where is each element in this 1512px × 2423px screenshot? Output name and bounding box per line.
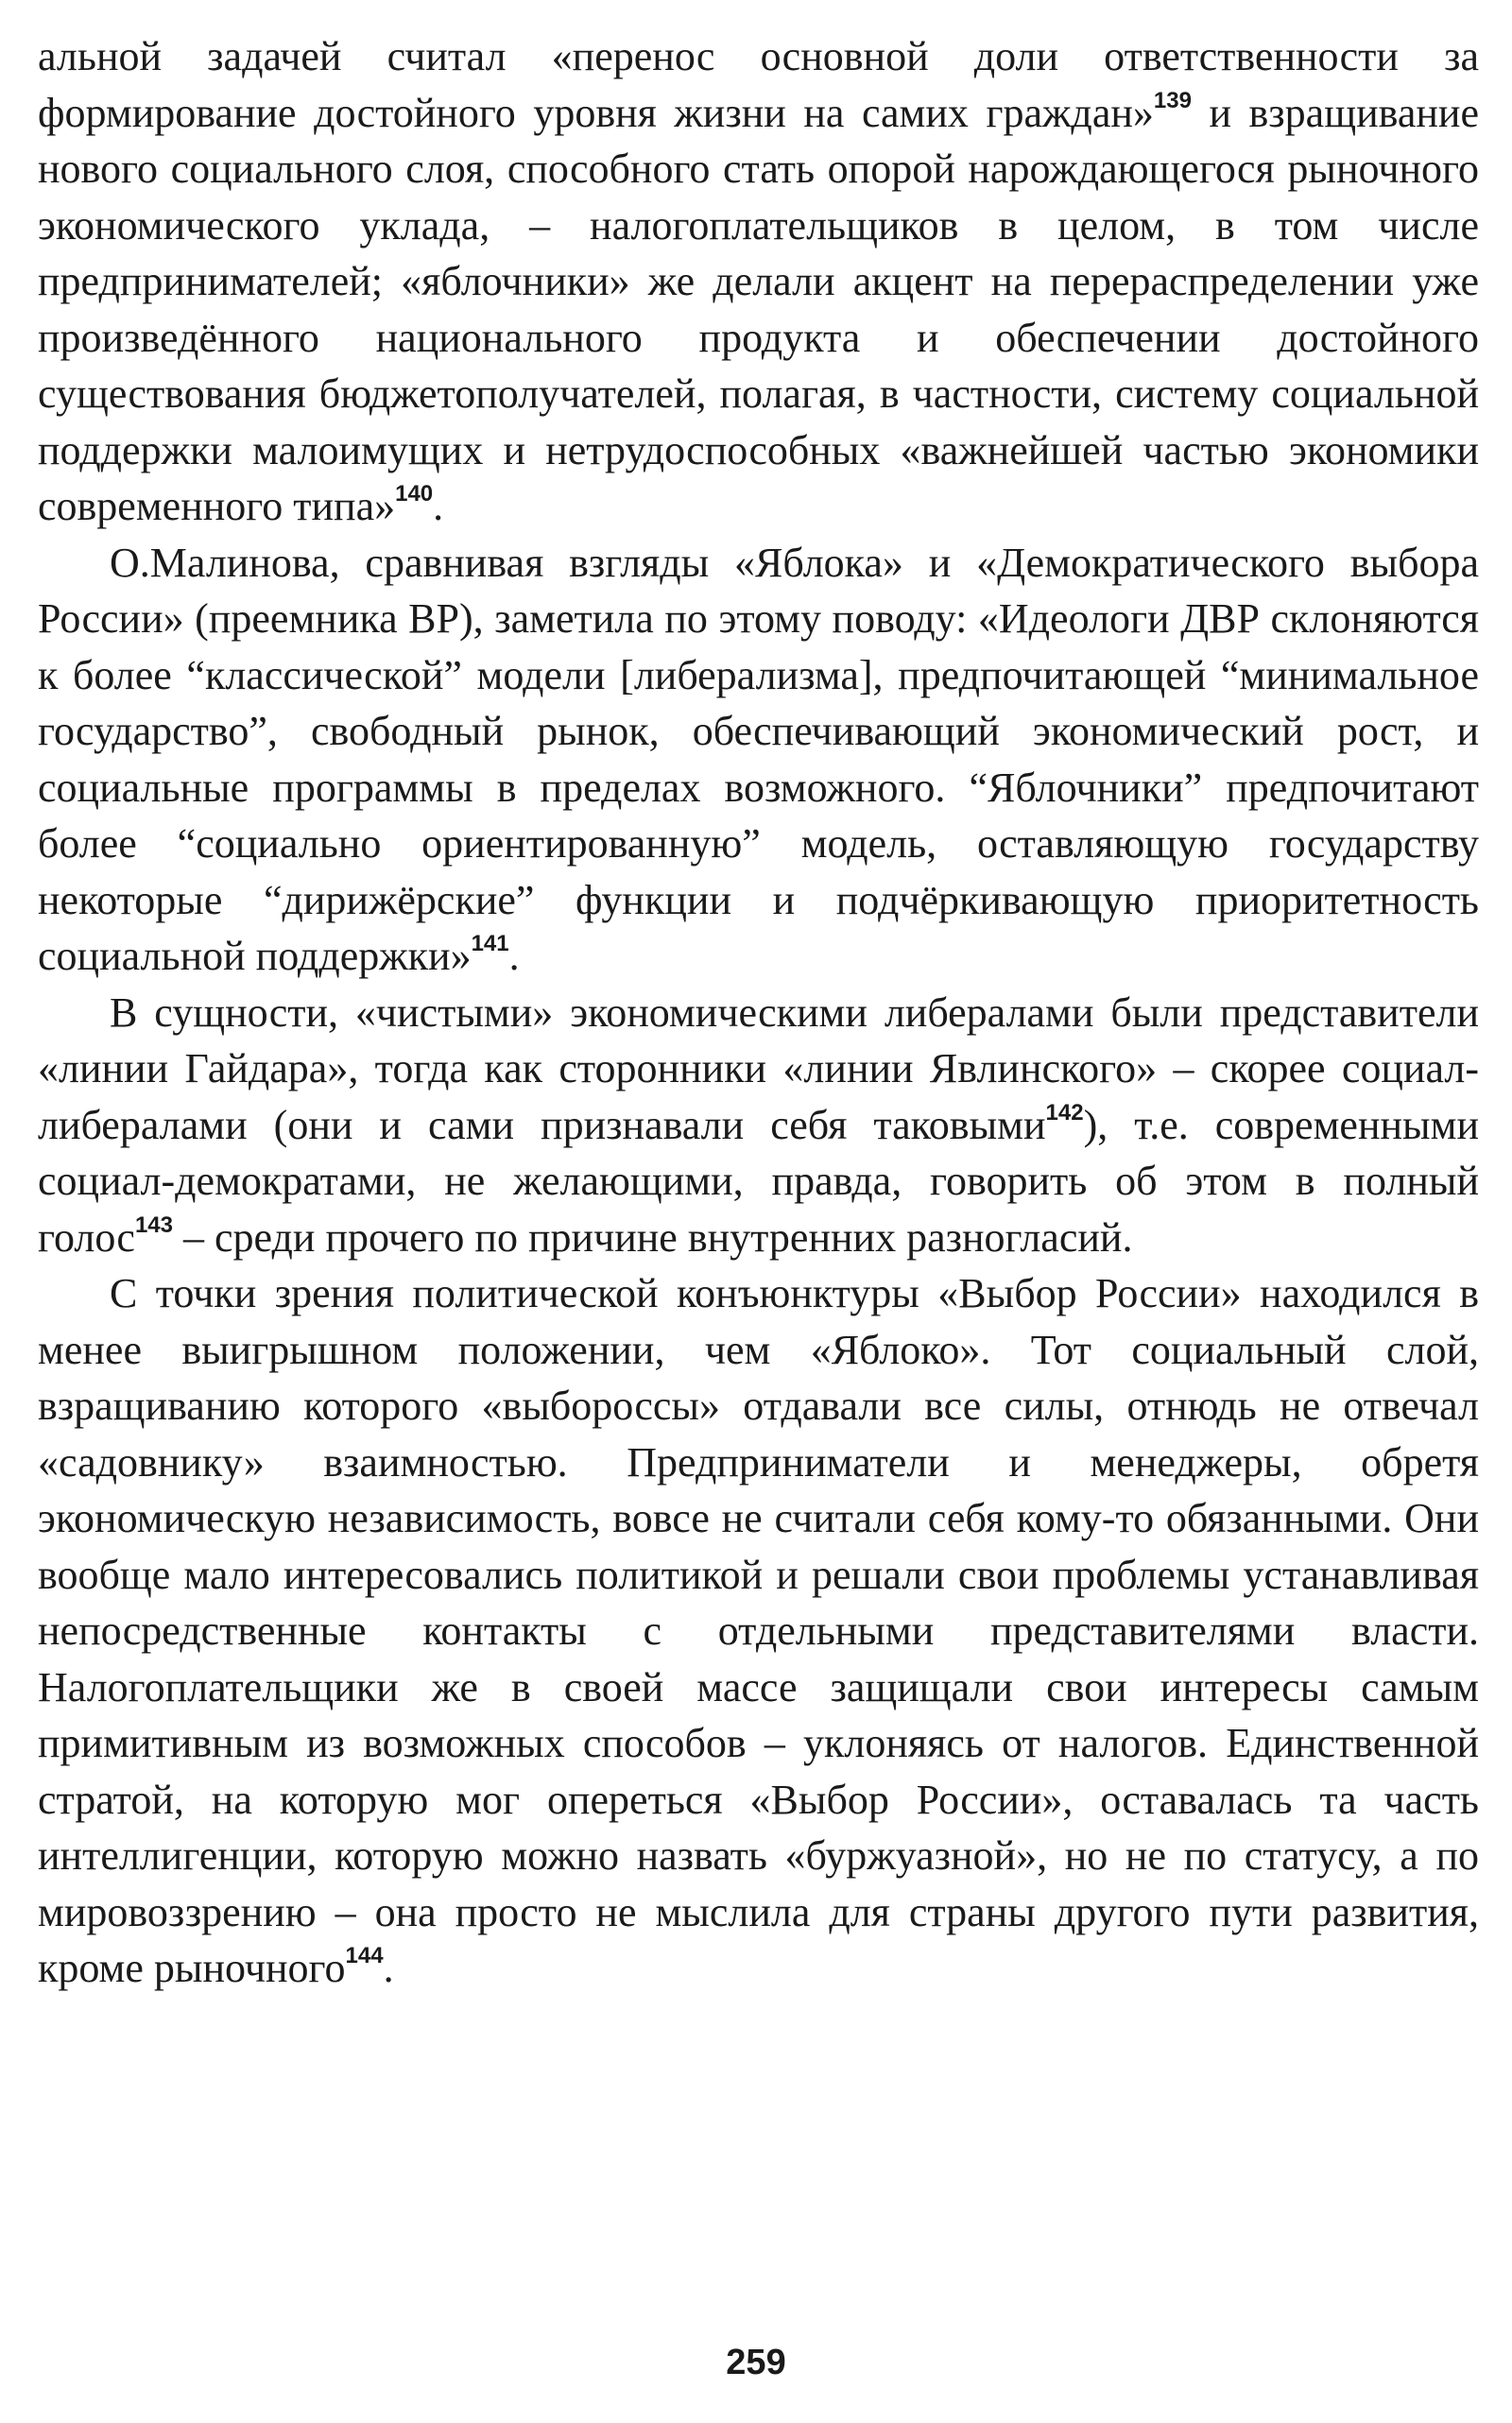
page-number: 259 [726,2343,786,2382]
paragraph-text: . [383,1945,394,1991]
paragraph-text: . [508,933,520,979]
paragraph-text: альной задачей считал «перенос основной доли ответственности за формирование достойного уровня жизни на самих граждан» [38,33,1479,136]
paragraph-text: В сущности, «чистыми» экономическими либералами были представители «линии Гайдара», тогда как сторонники «линии Явлинского» – скорее социал-либералами (они и сами признавали себя таковыми [38,988,1479,1148]
paragraph-text: – среди прочего по причине внутренних разногласий. [173,1213,1133,1261]
paragraph-text: О.Малинова, сравнивая взгляды «Яблока» и «Демократического выбора России» (преемника ВР), заметила по этому поводу: «Идеологи ДВР склоняются к более “классической” модели [либерализма], предпочитающей “минимальное государство”, свободный рынок, обеспечивающий экономический рост, и социальные программы в пределах возможного. “Яблочники” предпочитают более “социально ориентированную” модель, оставляющую государству некоторые “дирижёрские” функции и подчёркивающую приоритетность социальной поддержки» [38,539,1479,979]
body-text [38,28,1479,1997]
footnote-marker: 143 [134,1212,173,1238]
paragraph-text: . [433,483,444,529]
footnote-marker: 140 [395,481,434,507]
footnote-marker: 141 [471,931,509,956]
paragraph [38,535,1479,985]
footnote-marker: 139 [1153,87,1192,113]
paragraph-text: ), т.е. современными социал-демократами, не желающими, правда, говорить об этом в полный голос [38,1101,1480,1261]
footnote-marker: 144 [345,1943,384,1968]
book-page [38,28,1479,2372]
paragraph-text: С точки зрения политической конъюнктуры «Выбор России» находился в менее выигрышном положении, чем «Яблоко». Тот социальный слой, взращиванию которого «выбороссы» отдавали все силы, отнюдь не отвечал «садовнику» взаимностью. Предприниматели и менеджеры, обретя экономическую независимость, вовсе не считали себя кому-то обязанными. Они вообще мало интересовались политикой и решали свои проблемы устанавливая непосредственные контакты с отдельными представителями власти. Налогоплательщики же в своей массе защищали свои интересы самым примитивным из возможных способов – уклоняясь от налогов. Единственной стратой, на которую мог опереться «Выбор России», оставалась та часть интеллигенции, которую можно назвать «буржуазной», но не по статусу, а по мировоззрению – она просто не мыслила для страны другого пути развития, кроме рыночного [38,1270,1479,1991]
paragraph-text: и взращивание нового социального слоя, способного стать опорой нарождающегося рыночного экономического уклада, – налогоплательщиков в целом, в том числе предпринимателей; «яблочники» же делали акцент на перераспределении уже произведённого национального продукта и обеспечении достойного существования бюджетополучателей, полагая, в частности, систему социальной поддержки малоимущих и нетрудоспособных «важнейшей частью экономики современного типа» [38,89,1479,529]
paragraph [38,985,1479,1266]
paragraph [38,28,1479,535]
paragraph [38,1265,1479,1997]
footnote-marker: 142 [1045,1099,1084,1126]
